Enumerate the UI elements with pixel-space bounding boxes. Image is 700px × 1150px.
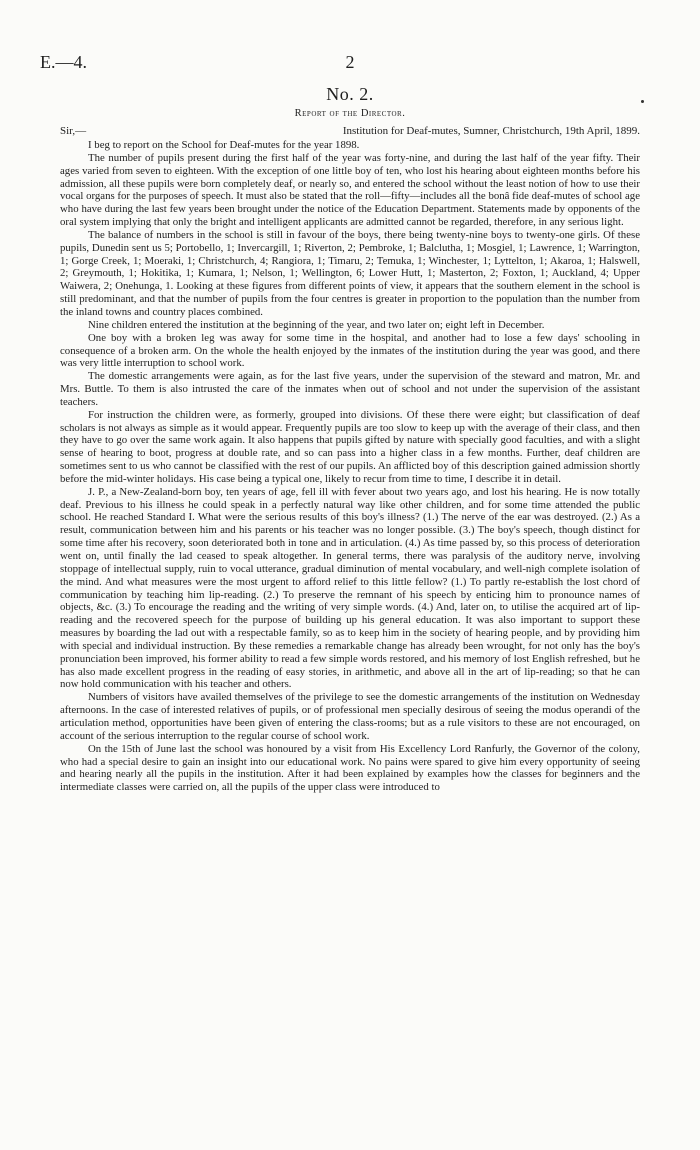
report-number: No. 2. <box>326 84 374 104</box>
paragraph: The balance of numbers in the school is still in favour of the boys, there being twenty-nine boys to twenty-one girls. Of these pupils, Dunedin sent us 5; Portobello, 1; Invercargill, 1; Riverton, 2; Pembroke, 1; Balclutha, 1; Mosgiel, 1; Lawrence, 1; Warrington, 1; Gorge Creek, 1; Moeraki, 1; Christchurch, 4; Rangiora, 1; Timaru, 2; Temuka, 1; Winchester, 1; Lyttelton, 1; Akaroa, 1; Halswell, 2; Greymouth, 1; Hokitika, 1; Kumara, 1; Nelson, 1; Wellington, 6; Lower Hutt, 1; Masterton, 2; Foxton, 1; Auckland, 4; Upper Waiwera, 2; Onehunga, 1. Looking at these figures from different points of view, it appears that the southern element in the school is still predominant, and that the number of pupils from the four centres is greater in proportion to the population than the number from the inland towns and country places combined. <box>60 228 640 318</box>
paragraph: J. P., a New-Zealand-born boy, ten years of age, fell ill with fever about two years ago, and lost his hearing. He is now totally deaf. Previous to his illness he could speak in a perfectly natural way like other children, and for some time attended the public school. He reached Standard I. What were the serious results of this boy's illness? (1.) The nerve of the ear was destroyed. (2.) As a result, communication between him and his parents or his teacher was no longer possible. (3.) The boy's speech, though distinct for some time after his recovery, soon deteriorated both in tone and in articulation. (4.) As time passed by, so this process of deterioration went on, until finally the lad ceased to speak altogether. In general terms, there was paralysis of the auditory nerve, involving stoppage of intellectual supply, ruin to vocal utterance, gradual diminution of mental vocabulary, and well-nigh complete isolation of the mind. And what measures were the most urgent to afford relief to this little fellow? (1.) To partly re-establish the lost chord of communication by teaching him lip-reading. (2.) To preserve the remnant of his speech by enticing him to pronounce names of objects, &c. (3.) To encourage the reading and the writing of very simple words. (4.) And, later on, to utilise the acquired art of lip-reading and the recovered speech for the purpose of building up his general education. It was also important to support these measures by boarding the lad out with a respectable family, so as to keep him in the society of hearing people, and by providing him with special and individual instruction. By these remedies a remarkable change has already been wrought, for not only has the boy's pronunciation been improved, his former ability to read a few simple words restored, and his memory of lost English refreshed, but he has also made excellent progress in the reading of easy stories, in arithmetic, and above all in the art of lip-reading; so that he can now hold communication with his teacher and others. <box>60 485 640 691</box>
paragraph: I beg to report on the School for Deaf-mutes for the year 1898. <box>88 139 360 151</box>
paragraph: The domestic arrangements were again, as for the last five years, under the supervision of the steward and matron, Mr. and Mrs. Buttle. To them is also intrusted the care of the inmates when out of school and not under the supervision of the assistant teachers. <box>60 370 640 408</box>
page-header <box>40 50 660 74</box>
place-date: Institution for Deaf-mutes, Sumner, Christchurch, 19th April, 1899. <box>342 125 640 137</box>
paragraph: One boy with a broken leg was away for some time in the hospital, and another had to lose a few days' schooling in consequence of a broken arm. On the whole the health enjoyed by the inmates of the institution during the year was good, and there was very little interruption to school work. <box>60 331 640 370</box>
report-body <box>60 139 640 794</box>
paragraph: On the 15th of June last the school was honoured by a visit from His Excellency Lord Ranfurly, the Governor of the colony, who had a special desire to gain an insight into our educational work. No pains were spared to give him every opportunity of seeing and hearing nearly all the pupils in the institution. After it had been explained by examples how the classes for beginners and the intermediate classes were carried on, all the pupils of the upper class were introduced to <box>60 742 640 794</box>
paragraph: For instruction the children were, as formerly, grouped into divisions. Of these there were eight; but classification of deaf scholars is not always as simple as it would appear. Frequently pupils are too slow to keep up with the average of their class, and then they have to go over the same work again. It also happens that pupils gifted by nature with specially good faculties, and with a slight sense of hearing to boot, progress at double rate, and so can pass into a higher class in a few months. Further, deaf children are sometimes sent to us who cannot be classified with the rest of our pupils. An afflicted boy of this description gained admission shortly before the mid-winter holidays. His case being a typical one, likely to recur from time to time, I describe it in detail. <box>60 408 640 485</box>
paragraph: Numbers of visitors have availed themselves of the privilege to see the domestic arrangements of the institution on Wednesday afternoons. In the case of interested relatives of pupils, or of professional men specially desirous of seeing the modus operandi of the articulation method, opportunities have been given of entering the class-rooms; but as a rule visitors to these are not encouraged, on account of the serious interruption to the regular course of school work. <box>60 691 640 742</box>
paragraph: The number of pupils present during the first half of the year was forty-nine, and during the last half of the year fifty. Their ages varied from seven to eighteen. With the exception of one little boy of ten, who lost his hearing about eighteen months before his admission, all these pupils were born completely deaf, or nearly so, and entered the school without the least notion of how to use their vocal organs for the purposes of speech. It must also be stated that the roll—fifty—includes all the bonâ fide deaf-mutes of school age who have during the last few years been brought under the notice of the Education Department. Statements made by opponents of the oral system implying that only the bright and intelligent applicants are admitted cannot be regarded, therefore, in any serious light. <box>60 151 640 229</box>
document-code: E.—4. <box>40 52 87 72</box>
salutation: Sir,— <box>60 125 87 137</box>
report-title: Report of the Director. <box>294 108 406 119</box>
paragraph: Nine children entered the institution at the beginning of the year, and two later on; eight left in December. <box>88 318 545 331</box>
page-number: 2 <box>345 52 355 72</box>
